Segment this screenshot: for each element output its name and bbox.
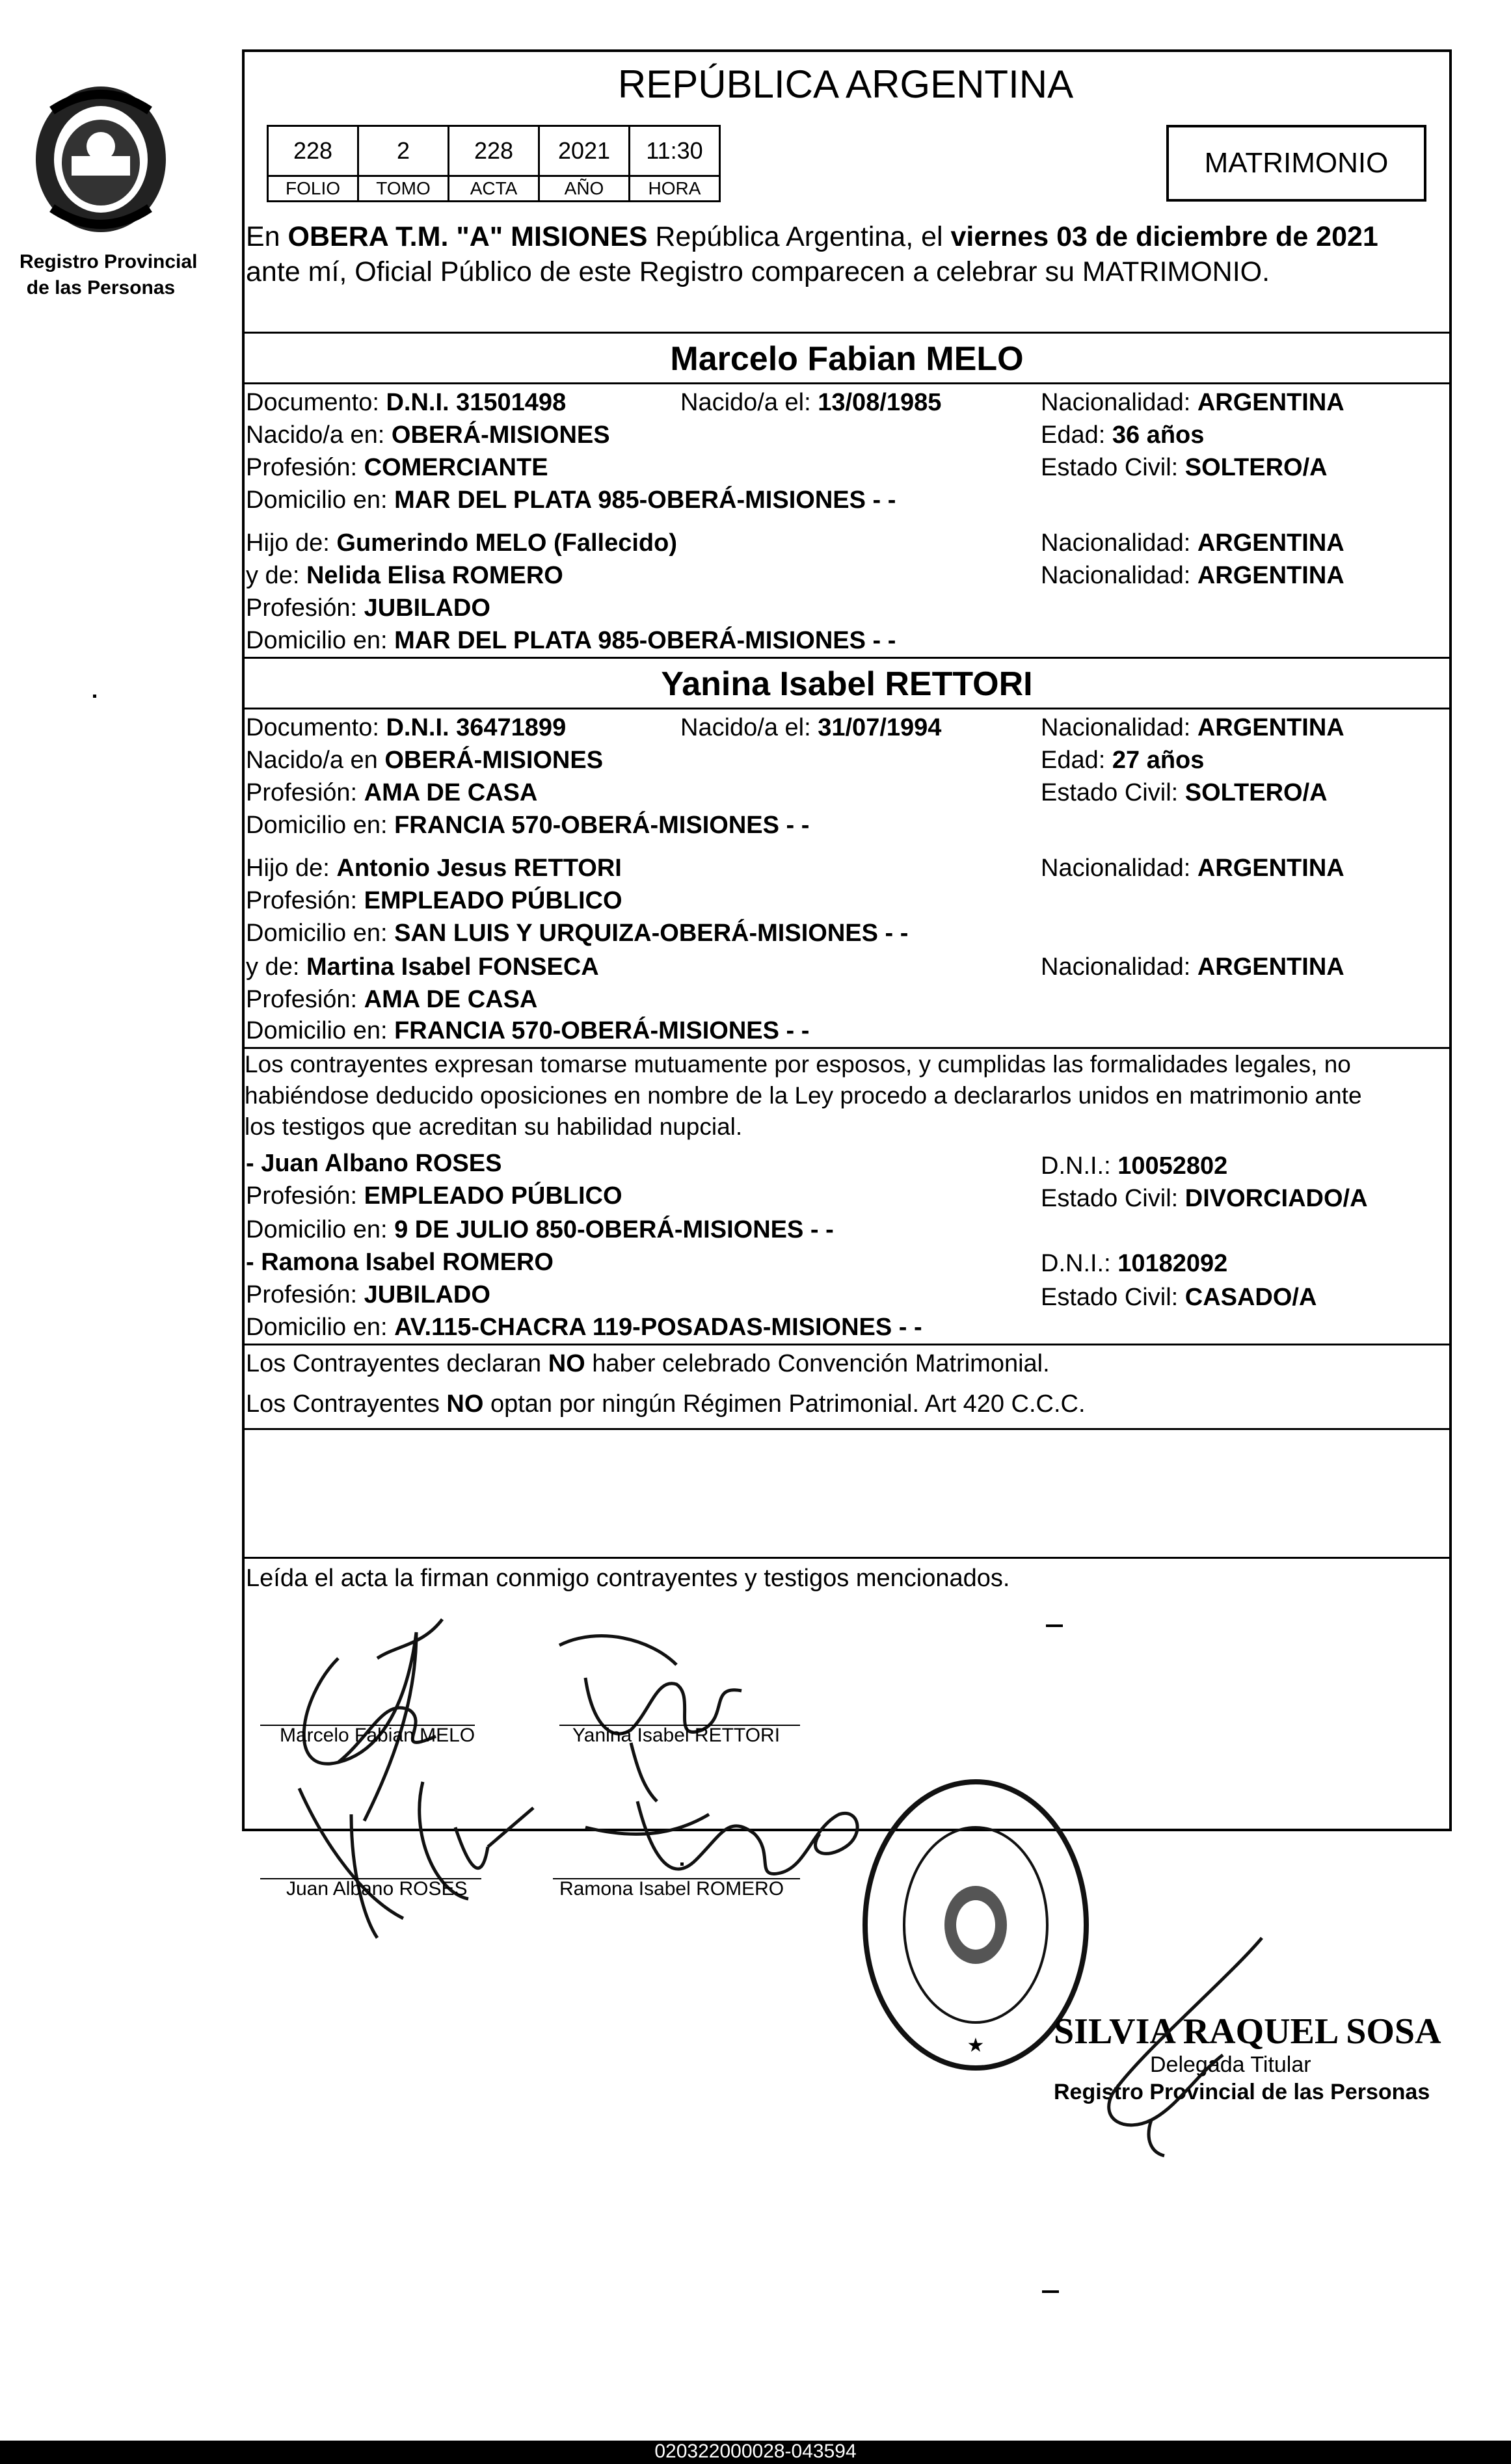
folio-label: FOLIO: [285, 178, 340, 198]
page-title: REPÚBLICA ARGENTINA: [617, 62, 1074, 106]
logo-caption-line1: Registro Provincial: [20, 251, 198, 272]
spouse2-age: Edad: 27 años: [1041, 747, 1205, 774]
spouse1-address: Domicilio en: MAR DEL PLATA 985-OBERÁ-MISIONES - -: [246, 486, 896, 514]
spouse1-parent-profession: Profesión: JUBILADO: [246, 594, 490, 622]
regime-line1: Los Contrayentes declaran NO haber celebrado Convención Matrimonial.: [246, 1350, 1050, 1377]
signature-label-roses: Juan Albano ROSES: [286, 1878, 468, 1900]
spouse2-father: Hijo de: Antonio Jesus RETTORI: [246, 854, 622, 882]
witness1-address: Domicilio en: 9 DE JULIO 850-OBERÁ-MISIONES - -: [246, 1216, 834, 1243]
spouse2-father-profession: Profesión: EMPLEADO PÚBLICO: [246, 887, 622, 914]
spouse1-father-nationality: Nacionalidad: ARGENTINA: [1041, 529, 1344, 557]
spouse1-name: Marcelo Fabian MELO: [670, 340, 1024, 378]
witness1-civil-status: Estado Civil: DIVORCIADO/A: [1041, 1185, 1368, 1212]
spouse1-document: Documento: D.N.I. 31501498: [246, 389, 567, 416]
witness1-dni: D.N.I.: 10052802: [1041, 1152, 1228, 1180]
signature-roses: [273, 1769, 533, 1951]
signature-label-rettori: Yanina Isabel RETTORI: [572, 1725, 781, 1746]
closing-statement: Leída el acta la firman conmigo contrayentes y testigos mencionados.: [246, 1565, 1010, 1592]
signature-label-romero: Ramona Isabel ROMERO: [559, 1878, 784, 1900]
folio-value: 228: [293, 137, 333, 164]
spouse2-birthdate: Nacido/a el: 31/07/1994: [680, 714, 942, 741]
spouse1-mother-nationality: Nacionalidad: ARGENTINA: [1041, 562, 1344, 589]
spouse1-father: Hijo de: Gumerindo MELO (Fallecido): [246, 529, 677, 557]
acta-label: ACTA: [470, 178, 518, 198]
anio-label: AÑO: [564, 178, 604, 198]
scan-dot: [680, 1862, 684, 1866]
spouse2-name: Yanina Isabel RETTORI: [661, 665, 1033, 703]
record-grid: [267, 125, 722, 204]
spouse2-father-nationality: Nacionalidad: ARGENTINA: [1041, 854, 1344, 882]
spouse2-mother-nationality: Nacionalidad: ARGENTINA: [1041, 953, 1344, 981]
registry-logo: [26, 78, 176, 241]
acta-value: 228: [474, 137, 514, 164]
logo-caption-line2: de las Personas: [26, 277, 176, 298]
spouse2-birthplace: Nacido/a en OBERÁ-MISIONES: [246, 747, 604, 774]
scan-dash: [1046, 1624, 1063, 1627]
spouse1-nationality: Nacionalidad: ARGENTINA: [1041, 389, 1344, 416]
spouse2-civil-status: Estado Civil: SOLTERO/A: [1041, 779, 1328, 806]
witness1-profession: Profesión: EMPLEADO PÚBLICO: [246, 1182, 622, 1210]
declaration-line3: los testigos que acreditan su habilidad nupcial.: [245, 1113, 743, 1140]
coat-of-arms-icon: [26, 78, 176, 241]
spouse2-mother-address: Domicilio en: FRANCIA 570-OBERÁ-MISIONES - -: [246, 1017, 810, 1044]
spouse1-mother: y de: Nelida Elisa ROMERO: [246, 562, 563, 589]
declaration-line2: habiéndose deducido oposiciones en nombre de la Ley procedo a declararlos unidos en matrimonio ante: [245, 1082, 1362, 1109]
official-signature: [1099, 1925, 1346, 2159]
spouse1-birthplace: Nacido/a en: OBERÁ-MISIONES: [246, 421, 610, 449]
tomo-label: TOMO: [376, 178, 431, 198]
spouse1-profession: Profesión: COMERCIANTE: [246, 454, 548, 481]
official-title: Delegada Titular: [1150, 2052, 1311, 2077]
witness2-civil-status: Estado Civil: CASADO/A: [1041, 1284, 1317, 1311]
scan-dash: [1042, 2290, 1059, 2293]
official-name: SILVIA RAQUEL SOSA: [1054, 2011, 1441, 2052]
spouse2-document: Documento: D.N.I. 36471899: [246, 714, 567, 741]
record-type: MATRIMONIO: [1204, 147, 1389, 179]
regime-line2: Los Contrayentes NO optan por ningún Régimen Patrimonial. Art 420 C.C.C.: [246, 1390, 1086, 1418]
footer-code: 020322000028-043594: [654, 2441, 857, 2462]
intro-line1: En OBERA T.M. "A" MISIONES República Argentina, el viernes 03 de diciembre de 2021: [246, 221, 1378, 252]
witness1-name: - Juan Albano ROSES: [246, 1150, 502, 1177]
spouse1-civil-status: Estado Civil: SOLTERO/A: [1041, 454, 1328, 481]
witness2-name: - Ramona Isabel ROMERO: [246, 1249, 554, 1276]
witness2-address: Domicilio en: AV.115-CHACRA 119-POSADAS-MISIONES - -: [246, 1314, 922, 1341]
spouse1-birthdate: Nacido/a el: 13/08/1985: [680, 389, 942, 416]
spouse1-parent-address: Domicilio en: MAR DEL PLATA 985-OBERÁ-MISIONES - -: [246, 627, 896, 654]
spouse2-father-address: Domicilio en: SAN LUIS Y URQUIZA-OBERÁ-MISIONES - -: [246, 920, 909, 947]
intro-line2: ante mí, Oficial Público de este Registro comparecen a celebrar su MATRIMONIO.: [246, 256, 1270, 287]
spouse2-profession: Profesión: AMA DE CASA: [246, 779, 538, 806]
scan-dot: [93, 695, 96, 698]
spouse1-age: Edad: 36 años: [1041, 421, 1205, 449]
witness2-dni: D.N.I.: 10182092: [1041, 1250, 1228, 1277]
declaration-line1: Los contrayentes expresan tomarse mutuamente por esposos, y cumplidas las formalidades legales, no: [245, 1051, 1351, 1078]
official-office: Registro Provincial de las Personas: [1054, 2080, 1430, 2104]
hora-label: HORA: [648, 178, 701, 198]
spouse2-mother: y de: Martina Isabel FONSECA: [246, 953, 599, 981]
tomo-value: 2: [396, 137, 410, 164]
signature-label-melo: Marcelo Fabian MELO: [280, 1725, 475, 1746]
spouse2-address: Domicilio en: FRANCIA 570-OBERÁ-MISIONES - -: [246, 812, 810, 839]
hora-value: 11:30: [646, 137, 703, 164]
spouse2-mother-profession: Profesión: AMA DE CASA: [246, 986, 538, 1013]
record-type-box: [1166, 125, 1426, 202]
anio-value: 2021: [557, 137, 611, 164]
spouse2-nationality: Nacionalidad: ARGENTINA: [1041, 714, 1344, 741]
witness2-profession: Profesión: JUBILADO: [246, 1281, 490, 1308]
svg-text:★: ★: [967, 2034, 985, 2057]
